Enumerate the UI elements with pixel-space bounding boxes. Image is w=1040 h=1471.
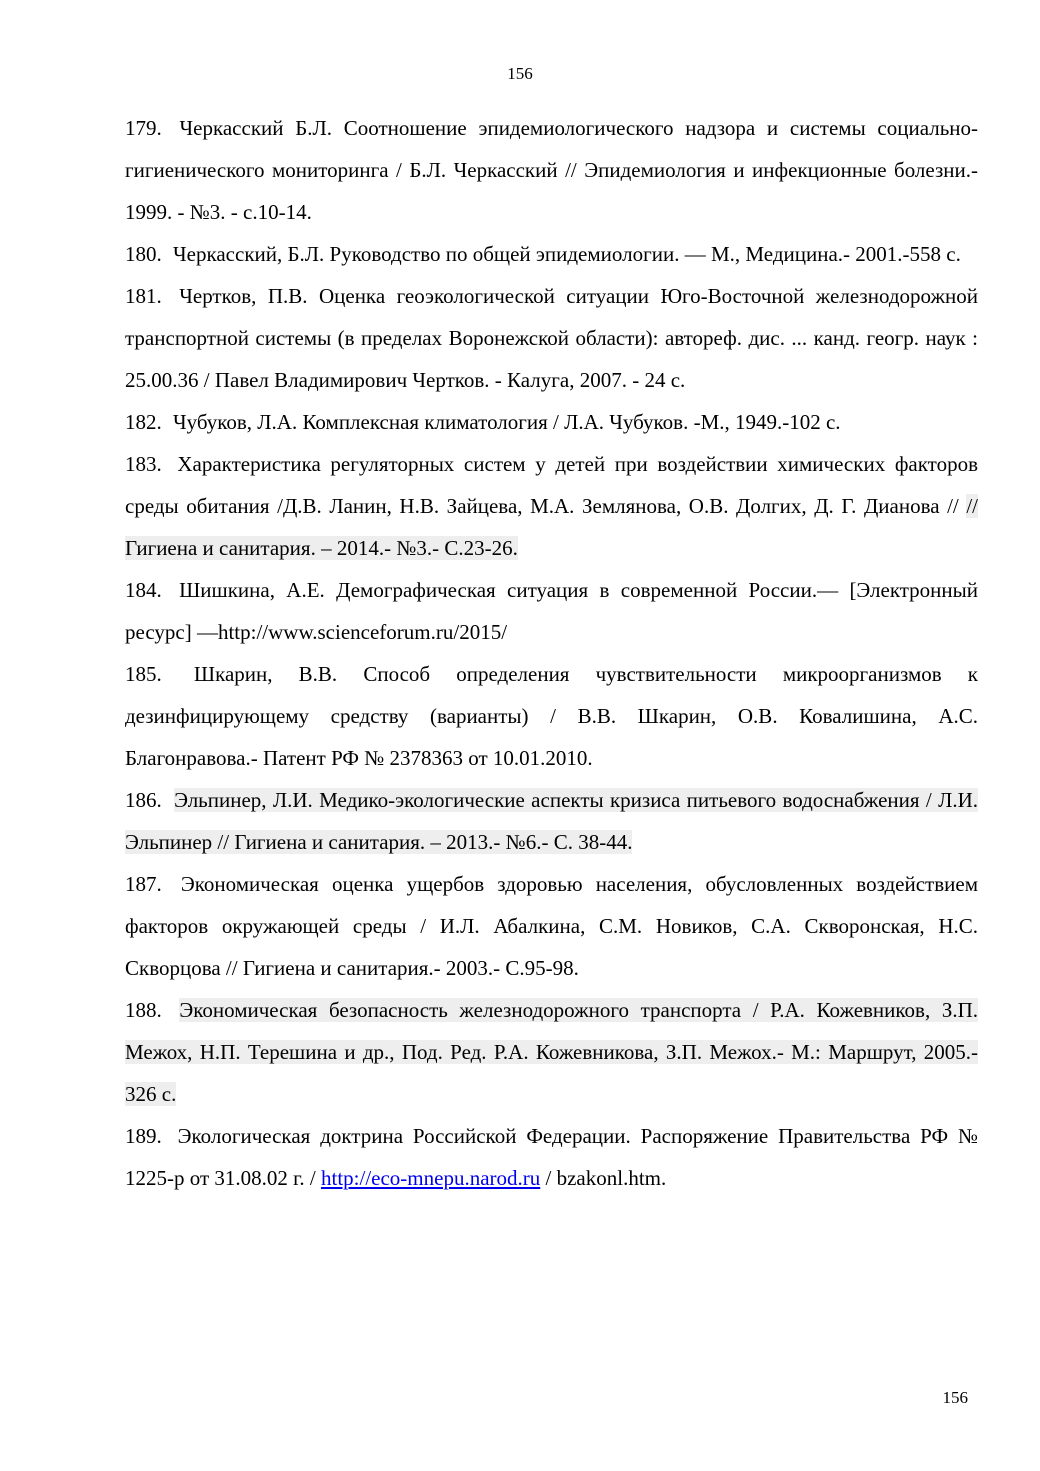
reference-text: Чертков, П.В. Оценка геоэкологической ситуации Юго-Восточной железнодорожной транспортной системы (в пределах Воронежской области): автореф. дис. ... канд. геогр. наук : 25.00.36 / Павел Владимирович Чертков. - Калуга, 2007. - 24 с. [125,284,978,392]
reference-text: Шишкина, А.Е. Демографическая ситуация в современной России.— [Электронный ресурс] —http://www.scienceforum.ru/2015/ [125,578,979,644]
reference-number: 179. [125,116,162,140]
reference-number: 181. [125,284,162,308]
reference-number: 189. [125,1124,162,1148]
reference-number: 184. [125,578,162,602]
reference-text: Экономическая оценка ущербов здоровью населения, обусловленных воздействием факторов окружающей среды / И.Л. Абалкина, С.М. Новиков, С.А. Скворонская, Н.С. Скворцова // Гигиена и санитария.- 2003.- С.95-98. [125,872,978,980]
reference-text-highlighted: Экономическая безопасность железнодорожного транспорта / Р.А. Кожевников, З.П. Межох, Н.П. Терешина и др., Под. Ред. Р.А. Кожевникова, З.П. Межох.- М.: Маршрут, 2005.- 326 с. [125,998,979,1106]
reference-item [125,401,978,443]
reference-text: Черкасский Б.Л. Соотношение эпидемиологического надзора и системы социально-гигиенического мониторинга / Б.Л. Черкасский // Эпидемиология и инфекционные болезни.- 1999. - №3. - с.10-14. [125,116,979,224]
reference-item [125,233,978,275]
reference-number: 186. [125,788,162,812]
reference-text-highlighted: // Гигиена и санитария. – 2014.- №3.- С.23-26. [125,494,978,560]
reference-number: 183. [125,452,162,476]
reference-item [125,275,978,401]
page-number-bottom: 156 [942,1388,968,1407]
reference-item [125,863,978,989]
reference-item [125,443,978,569]
reference-link[interactable]: http://eco-mnepu.narod.ru [320,1166,541,1190]
reference-text: Шкарин, В.В. Способ определения чувствительности микроорганизмов к дезинфицирующему средству (варианты) / В.В. Шкарин, О.В. Ковалишина, А.С. Благонравова.- Патент РФ № 2378363 от 10.01.2010. [125,662,979,770]
reference-item [125,107,978,233]
reference-item [125,1115,978,1199]
page-number-top: 156 [507,64,533,83]
reference-text: Чубуков, Л.А. Комплексная климатология / Л.А. Чубуков. -М., 1949.-102 с. [173,410,841,434]
reference-number: 180. [125,242,162,266]
reference-item [125,569,978,653]
reference-item [125,779,978,863]
reference-item [125,653,978,779]
reference-number: 188. [125,998,162,1022]
reference-number: 187. [125,872,162,896]
reference-number: 185. [125,662,162,686]
reference-text: / bzakonl.htm. [540,1166,667,1190]
reference-item [125,989,978,1115]
reference-text: Экологическая доктрина Российской Федерации. Распоряжение Правительства РФ № 1225-р от 31.08.02 г. / [125,1124,979,1190]
reference-text: Характеристика регуляторных систем у детей при воздействии химических факторов среды обитания /Д.В. Ланин, Н.В. Зайцева, М.А. Землянова, О.В. Долгих, Д. Г. Дианова // [125,452,978,518]
reference-text: Черкасский, Б.Л. Руководство по общей эпидемиологии. — М., Медицина.- 2001.-558 с. [173,242,961,266]
reference-list [125,107,978,1199]
reference-text-highlighted: Эльпинер, Л.И. Медико-экологические аспекты кризиса питьевого водоснабжения / Л.И. Эльпинер // Гигиена и санитария. – 2013.- №6.- С. 38-44. [125,788,978,854]
reference-number: 182. [125,410,162,434]
